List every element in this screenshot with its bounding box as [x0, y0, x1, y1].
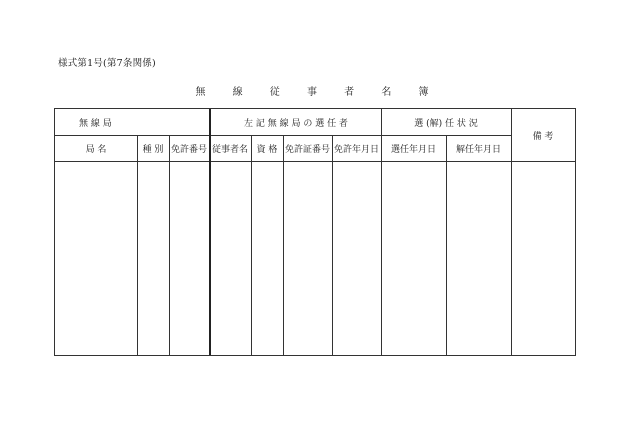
col-divider — [169, 135, 170, 355]
form-number-label: 様式第1号(第7条関係) — [58, 58, 156, 69]
certificate-number-header: 免許証番号 — [284, 144, 330, 155]
type-header: 種 別 — [142, 144, 164, 155]
license-number-header: 免許番号 — [170, 144, 207, 155]
remarks-header: 備 考 — [532, 131, 554, 142]
qualification-header: 資 格 — [256, 144, 278, 155]
col-divider — [137, 135, 138, 355]
col-divider — [332, 135, 333, 355]
status-group-header: 選 (解) 任 状 況 — [414, 118, 478, 129]
appointee-group-header: 左 記 無 線 局 の 選 任 者 — [244, 118, 348, 129]
col-divider — [251, 135, 252, 355]
dismissal-date-header: 解任年月日 — [455, 144, 501, 155]
col-divider — [283, 135, 284, 355]
station-name-header: 局 名 — [85, 144, 107, 155]
header-bottom-rule — [55, 161, 575, 162]
form-title: 無 線 従 事 者 名 簿 — [195, 87, 441, 98]
appointment-date-header: 選任年月日 — [390, 144, 436, 155]
station-group-header: 無 線 局 — [79, 118, 112, 129]
license-date-header: 免許年月日 — [333, 144, 379, 155]
operator-name-header: 従事者名 — [211, 144, 248, 155]
col-divider — [446, 135, 447, 355]
operator-register-table — [54, 108, 576, 356]
